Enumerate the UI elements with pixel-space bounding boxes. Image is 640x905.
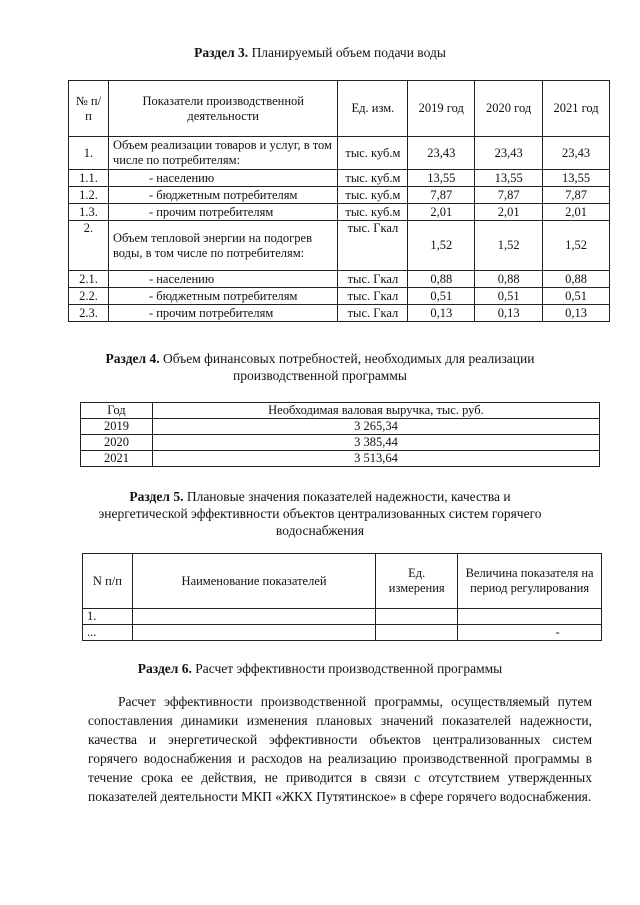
row-2021: 23,43 xyxy=(543,137,610,170)
row-unit xyxy=(376,625,458,641)
table-row xyxy=(69,221,610,271)
table-row xyxy=(81,435,600,451)
row-revenue: 3 513,64 xyxy=(152,451,599,467)
section6-heading xyxy=(40,660,600,677)
col-value-header: Величина показателя на период регулирования xyxy=(458,554,602,609)
row-2020: 0,88 xyxy=(475,271,543,288)
row-num: 1.3. xyxy=(69,204,109,221)
row-2020: 0,13 xyxy=(475,305,543,322)
table-row xyxy=(81,419,600,435)
section6-paragraph: Расчет эффективности производственной программы, осуществляемый путем сопоставления динамики изменения плановых значений показателей надежности, качества и энергетической эффективности объектов централизованных систем горячего водоснабжения и расходов на реализацию производственной программы в течение срока ее действия, не приводится в связи с отсутствием утвержденных показателей деятельности МКП «ЖКХ Путятинское» в сфере горячего водоснабжения. xyxy=(88,694,592,804)
row-revenue: 3 265,34 xyxy=(152,419,599,435)
table-row xyxy=(83,625,602,641)
row-name xyxy=(132,609,375,625)
section5-title-line1: Плановые значения показателей надежности, качества и xyxy=(186,489,511,504)
row-2021: 7,87 xyxy=(543,187,610,204)
row-2020: 2,01 xyxy=(475,204,543,221)
row-value: - xyxy=(458,625,602,641)
table-header-row xyxy=(81,403,600,419)
row-name: - прочим потребителям xyxy=(108,204,338,221)
section3-heading xyxy=(40,44,600,61)
row-num: 2.2. xyxy=(69,288,109,305)
row-num: 1. xyxy=(69,137,109,170)
row-2020: 23,43 xyxy=(475,137,543,170)
row-unit: тыс. Гкал xyxy=(338,288,408,305)
col-2020-header: 2020 год xyxy=(475,81,543,137)
row-num: 1.2. xyxy=(69,187,109,204)
section4-title-line2: производственной программы xyxy=(233,368,407,383)
row-name: Объем тепловой энергии на подогрев воды, в том числе по потребителям: xyxy=(108,221,338,271)
row-2021: 13,55 xyxy=(543,170,610,187)
row-unit xyxy=(376,609,458,625)
row-name: - бюджетным потребителям xyxy=(108,187,338,204)
row-value xyxy=(458,609,602,625)
row-2019: 7,87 xyxy=(408,187,475,204)
table-header-row xyxy=(83,554,602,609)
row-unit: тыс. куб.м xyxy=(338,137,408,170)
row-name: Объем реализации товаров и услуг, в том числе по потребителям: xyxy=(108,137,338,170)
row-2019: 1,52 xyxy=(408,221,475,271)
row-name: - прочим потребителям xyxy=(108,305,338,322)
col-year-header: Год xyxy=(81,403,153,419)
row-name: - населению xyxy=(108,170,338,187)
table-header-row xyxy=(69,81,610,137)
row-revenue: 3 385,44 xyxy=(152,435,599,451)
section3-title: Планируемый объем подачи воды xyxy=(251,45,446,60)
table-row xyxy=(69,271,610,288)
col-indicator-header: Наименование показателей xyxy=(132,554,375,609)
section4-heading xyxy=(40,350,600,384)
row-2020: 0,51 xyxy=(475,288,543,305)
section5-table xyxy=(82,553,602,641)
table-row xyxy=(69,288,610,305)
row-unit: тыс. Гкал xyxy=(338,271,408,288)
table-row xyxy=(83,609,602,625)
col-unit-header: Ед. измерения xyxy=(376,554,458,609)
section6-title: Расчет эффективности производственной программы xyxy=(195,661,503,676)
table-row xyxy=(69,170,610,187)
row-2020: 13,55 xyxy=(475,170,543,187)
section5-title-line2: энергетической эффективности объектов централизованных систем горячего xyxy=(98,506,542,521)
row-2021: 1,52 xyxy=(543,221,610,271)
row-2019: 23,43 xyxy=(408,137,475,170)
section3-table xyxy=(68,80,610,322)
section4-table xyxy=(80,402,600,467)
table-row xyxy=(69,305,610,322)
row-2021: 0,88 xyxy=(543,271,610,288)
col-revenue-header: Необходимая валовая выручка, тыс. руб. xyxy=(152,403,599,419)
section6-label: Раздел 6. xyxy=(137,661,192,676)
row-num: 2.3. xyxy=(69,305,109,322)
row-2021: 2,01 xyxy=(543,204,610,221)
section3-label: Раздел 3. xyxy=(194,45,249,60)
row-name: - бюджетным потребителям xyxy=(108,288,338,305)
row-num: 2.1. xyxy=(69,271,109,288)
col-2019-header: 2019 год xyxy=(408,81,475,137)
section5-title-line3: водоснабжения xyxy=(275,523,365,538)
row-year: 2020 xyxy=(81,435,153,451)
row-unit: тыс. куб.м xyxy=(338,187,408,204)
row-year: 2019 xyxy=(81,419,153,435)
section6-paragraph-block xyxy=(88,692,592,806)
col-unit-header: Ед. изм. xyxy=(338,81,408,137)
row-unit: тыс. куб.м xyxy=(338,204,408,221)
row-year: 2021 xyxy=(81,451,153,467)
col-2021-header: 2021 год xyxy=(543,81,610,137)
row-2019: 2,01 xyxy=(408,204,475,221)
table-row xyxy=(69,204,610,221)
row-2019: 0,51 xyxy=(408,288,475,305)
row-unit: тыс. Гкал xyxy=(338,305,408,322)
row-num: ... xyxy=(83,625,133,641)
table-row xyxy=(69,187,610,204)
row-2021: 0,13 xyxy=(543,305,610,322)
col-num-header: N п/п xyxy=(83,554,133,609)
row-2021: 0,51 xyxy=(543,288,610,305)
col-name-header: Показатели производственной деятельности xyxy=(108,81,338,137)
col-num-header: № п/п xyxy=(69,81,109,137)
section5-heading xyxy=(40,488,600,539)
row-unit: тыс. куб.м xyxy=(338,170,408,187)
row-2020: 7,87 xyxy=(475,187,543,204)
row-num: 1.1. xyxy=(69,170,109,187)
table-row xyxy=(81,451,600,467)
section4-title-line1: Объем финансовых потребностей, необходимых для реализации xyxy=(162,351,535,366)
row-2019: 0,88 xyxy=(408,271,475,288)
row-2020: 1,52 xyxy=(475,221,543,271)
row-unit: тыс. Гкал xyxy=(338,221,408,271)
row-2019: 0,13 xyxy=(408,305,475,322)
section5-label: Раздел 5. xyxy=(129,489,184,504)
table-row xyxy=(69,137,610,170)
row-2019: 13,55 xyxy=(408,170,475,187)
row-name xyxy=(132,625,375,641)
row-name: - населению xyxy=(108,271,338,288)
section4-label: Раздел 4. xyxy=(105,351,160,366)
row-num: 2. xyxy=(69,221,109,271)
row-num: 1. xyxy=(83,609,133,625)
